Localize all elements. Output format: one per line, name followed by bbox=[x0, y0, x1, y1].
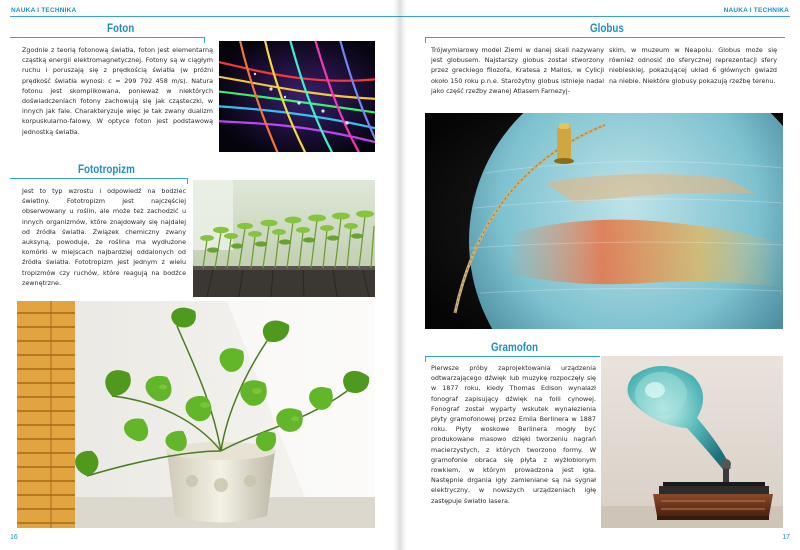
heading-rule-fototropizm bbox=[10, 178, 188, 179]
heading-foton: Foton bbox=[107, 21, 135, 35]
page-number-left: 16 bbox=[10, 534, 18, 541]
text-globus-col1: Trójwymiarowy model Ziemi w danej skali nazywany jest globusem. Najstarszy globus został stworzony przez greckiego filozofa, Kratesa z Mallos, w Cylicji około 150 roku p.n.e. Starożytny globus istnieje nadal jako część rzeźby zwanej Atlasem Farnezyj- bbox=[431, 46, 604, 95]
gramophone-graphic bbox=[601, 356, 783, 528]
text-fototropizm: Jest to typ wzrostu i odpowiedź na bodziec świetlny. Fototropizm jest najczęściej obserwowany u roślin, ale może też zachodzić u innych organizmów, które znajdowały się najdalej od źródła światła. Związek chemiczny zwany auksyną, powoduje, że roślina ma wydłużone komórki w miejscach najbardziej oddalonych od źródła światła. Fototropizm jest jednym z wielu tropizmów czy ruchów, które reagują na bodźce zewnętrzne. bbox=[22, 187, 186, 287]
book-spine-shadow bbox=[393, 0, 407, 550]
heading-gramofon: Gramofon bbox=[491, 340, 539, 354]
seedlings-graphic bbox=[193, 180, 375, 297]
text-globus-col2: skim, w muzeum w Neapolu. Globus może się również odnosić do sferycznej reprezentacji sfery niebieskiej, pokazującej układ 6 głównych gwiazd na niebie. Niektóre globusy pokazują rzeźbę terenu. bbox=[609, 46, 777, 85]
seedlings-photo bbox=[193, 180, 375, 297]
heading-rule-foton bbox=[10, 37, 205, 38]
heading-tick-globus bbox=[425, 37, 426, 43]
running-head-right: NAUKA I TECHNIKA bbox=[723, 7, 789, 14]
heading-tick-foton bbox=[204, 37, 205, 43]
text-foton: Zgodnie z teorią fotonową światła, foton jest elementarną cząstką energii elektromagnetycznej. Fotony są w ciągłym ruchu i poruszają się z prędkością światła (w próżni prędkość światła wynosi: c = 299 792 458 m/s). Natura fotonu jest skomplikowana, ponieważ w niektórych doświadczeniach fotony zachowują się jak cząsteczki, w innych jak fale. Charakteryzuje więc je tak zwany dualizm korpuskularno-falowy. W optyce foton jest podstawową jednostką światła. bbox=[22, 46, 213, 136]
text-gramofon: Pierwsze próby zaprojektowania urządzenia odtwarzającego dźwięk lub muzykę rozpoczęły się w 1877 roku, kiedy Thomas Edison wynalazł fonograf zapisujący dźwięk na folii cynowej. Fonograf został wyparty wskutek wynalezienia płyty gramofonowej przez Emila Berlinera w 1887 roku. Płyty woskowe Berlinera mogły być produkowane masowo dzięki tworzeniu nagrań macierzystych, z których tworzono formy. W gramofonie obraca się płyta z wyżłobionym rowkiem, w którym prowadzona jest igła. Następnie drgania igły zamieniane są na sygnał elektryczny, w nowszych urządzeniach igłę zastępuje światło lasera. bbox=[431, 364, 596, 505]
pothos-plant-graphic bbox=[17, 301, 375, 528]
light-trails-photo bbox=[219, 41, 375, 152]
spinning-globe-photo bbox=[425, 113, 783, 329]
heading-fototropizm: Fototropizm bbox=[78, 162, 135, 176]
heading-tick-fototropizm bbox=[187, 178, 188, 184]
heading-rule-gramofon bbox=[425, 356, 600, 357]
heading-tick-gramofon bbox=[425, 356, 426, 362]
pothos-plant-photo bbox=[17, 301, 375, 528]
heading-globus: Globus bbox=[590, 21, 624, 35]
running-head-left: NAUKA I TECHNIKA bbox=[11, 7, 77, 14]
spinning-globe-graphic bbox=[425, 113, 783, 329]
page-number-right: 17 bbox=[782, 534, 790, 541]
header-rule-left bbox=[10, 16, 400, 17]
header-rule-right bbox=[400, 16, 790, 17]
right-page bbox=[400, 0, 800, 550]
light-trails-graphic bbox=[219, 41, 375, 152]
heading-rule-globus bbox=[425, 37, 785, 38]
gramophone-photo bbox=[601, 356, 783, 528]
